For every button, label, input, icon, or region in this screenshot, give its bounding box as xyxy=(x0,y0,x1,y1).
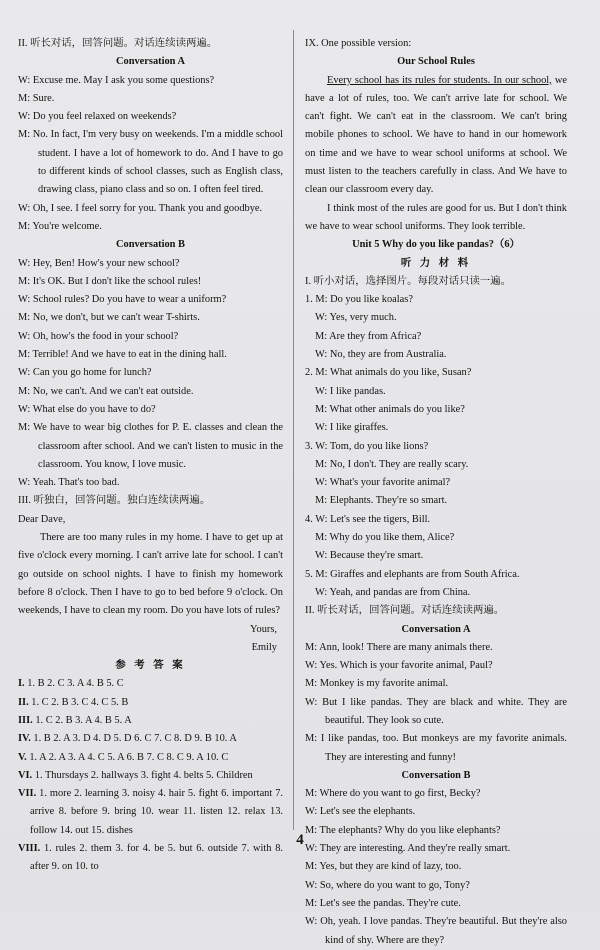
dialogue-text: M: Do you like koalas? xyxy=(315,294,413,306)
answer-section-number: I. xyxy=(18,678,25,690)
short-dialog xyxy=(305,511,567,566)
dialogue-line: W: Let's see the elephants. xyxy=(305,806,416,818)
dialogue-line: W: They are interesting. And they're really smart. xyxy=(305,843,511,855)
answer-values: 1. Thursdays 2. hallways 3. fight 4. belts 5. Children xyxy=(32,769,253,781)
conversation-title: Conversation B xyxy=(401,769,471,781)
dialogue-line: W: What else do you have to do? xyxy=(18,403,156,415)
dialogue-line: W: Oh, I see. I feel sorry for you. Thank you and goodbye. xyxy=(18,202,263,214)
dialogue-line: M: No, I don't. They are really scary. xyxy=(315,458,469,470)
essay-text: we have a lot of rules, too. We can't arrive late for school. We can't fight. We can't eat in the classroom. We can't bring mobile phones to school. We have to hand in our homework on time and we have to wear school uniforms at school. We must listen to the teachers carefully in class. And We have to clean our classroom every day. xyxy=(305,74,568,196)
dialogue-line: W: I like giraffes. xyxy=(315,422,389,434)
dialogue-line: W: Do you feel relaxed on weekends? xyxy=(18,111,177,123)
dialogue-line: W: Yes, very much. xyxy=(315,312,397,324)
short-dialog xyxy=(305,438,567,511)
listening-title: 听 力 材 料 xyxy=(400,257,472,269)
dialogue-line: W: Yeah, and pandas are from China. xyxy=(315,586,471,598)
dialogue-line xyxy=(305,511,567,529)
dialogue-line: M: No, we don't, but we can't wear T-shirts. xyxy=(18,312,200,324)
answer-section-number: II. xyxy=(18,696,29,708)
answer-values: 1. B 2. A 3. D 4. D 5. D 6. C 7. C 8. D 9. B 10. A xyxy=(30,733,237,745)
dialogue-line: W: School rules? Do you have to wear a uniform? xyxy=(18,294,227,306)
answer-values: 1. B 2. C 3. A 4. B 5. C xyxy=(24,678,124,690)
answer-row xyxy=(18,675,283,693)
dialogue-line: W: Because they're smart. xyxy=(315,550,424,562)
dialogue-block xyxy=(305,785,567,950)
answers-title: 参 考 答 案 xyxy=(115,660,186,672)
conversation-title: Conversation A xyxy=(116,56,185,68)
dialogue-line: W: I like pandas. xyxy=(315,385,386,397)
dialogue-line xyxy=(305,438,567,456)
answer-values: 1. A 2. A 3. A 4. C 5. A 6. B 7. C 8. C 9. A 10. C xyxy=(26,751,229,763)
dialogue-line: W: Hey, Ben! How's your new school? xyxy=(18,257,180,269)
dialogue-line: W: Oh, yeah. I love pandas. They're beautiful. But they're also kind of shy. Where are they? xyxy=(305,916,567,946)
dialogue-line: W: What's your favorite animal? xyxy=(315,477,451,489)
conversation-title: Conversation B xyxy=(116,239,185,251)
dialogue-line: M: We have to wear big clothes for P. E. classes and clean the classroom after school. And we can't listen to music in the classroom. You know, I love music. xyxy=(18,422,283,470)
column-divider xyxy=(293,30,294,830)
answer-values: 1. rules 2. them 3. for 4. be 5. but 6. outside 7. with 8. after 9. on 10. to xyxy=(30,843,283,873)
dialogue-line: M: You're welcome. xyxy=(18,220,102,232)
right-column xyxy=(305,35,567,950)
dialogue-line: W: Excuse me. May I ask you some questions? xyxy=(18,74,215,86)
dialogue-line: M: Ann, look! There are many animals there. xyxy=(305,641,493,653)
dialogue-line: W: So, where do you want to go, Tony? xyxy=(305,879,470,891)
conversation-title: Conversation A xyxy=(401,623,471,635)
short-dialog xyxy=(305,364,567,437)
dialogue-line: M: Let's see the pandas. They're cute. xyxy=(305,897,461,909)
dialogue-block xyxy=(305,639,567,767)
answer-section-number: V. xyxy=(18,751,27,763)
answer-row xyxy=(18,712,283,730)
letter-signature: Emily xyxy=(251,641,277,653)
dialogue-text: W: Tom, do you like lions? xyxy=(315,440,429,452)
answer-section-number: VIII. xyxy=(18,843,41,855)
dialogue-text: M: What animals do you like, Susan? xyxy=(315,367,472,379)
dialogue-line: M: Terrible! And we have to eat in the dining hall. xyxy=(18,349,227,361)
underlined-sentence: Every school has its rules for students. In our school, xyxy=(327,74,552,86)
answer-section-number: VI. xyxy=(18,769,33,781)
answer-values: 1. C 2. B 3. A 4. B 5. A xyxy=(32,714,132,726)
dialogue-line: W: Oh, how's the food in your school? xyxy=(18,330,179,342)
dialogue-line: M: Yes, but they are kind of lazy, too. xyxy=(305,861,462,873)
answer-row xyxy=(18,730,283,748)
section-heading: II. 听长对话，回答问题。对话连续读两遍。 xyxy=(305,605,505,617)
dialogue-line: M: What other animals do you like? xyxy=(315,403,465,415)
dialog-number: 3. xyxy=(305,440,313,452)
dialogue-block xyxy=(18,72,283,237)
dialogue-line: M: Where do you want to go first, Becky? xyxy=(305,788,481,800)
dialogue-line xyxy=(305,364,567,382)
dialogue-block xyxy=(18,255,283,493)
answer-section-number: IV. xyxy=(18,733,31,745)
section-heading: IX. One possible version: xyxy=(305,38,412,49)
answer-row xyxy=(18,694,283,712)
dialogue-line: M: It's OK. But I don't like the school rules! xyxy=(18,275,202,287)
essay-paragraph xyxy=(305,72,567,200)
dialogue-line: M: Why do you like them, Alice? xyxy=(315,532,455,544)
dialogue-text: W: Let's see the tigers, Bill. xyxy=(315,513,431,525)
dialog-number: 5. xyxy=(305,568,313,580)
dialogue-line: W: But I like pandas. They are black and white. They are beautiful. They look so cute. xyxy=(305,696,567,726)
dialogue-line: M: Are they from Africa? xyxy=(315,330,422,342)
dialogue-line xyxy=(305,291,567,309)
short-dialog xyxy=(305,291,567,364)
dialog-number: 2. xyxy=(305,367,313,379)
dialogue-text: M: Giraffes and elephants are from South Africa. xyxy=(315,568,520,580)
answer-values: 1. more 2. learning 3. noisy 4. hair 5. fight 6. important 7. arrive 8. before 9. bring 10. wear 11. listen 12. relax 13. follow 14. out 15. dishes xyxy=(30,788,283,836)
letter-body: There are too many rules in my home. I have to get up at five o'clock every morning. I can't arrive late for school. I can't go outside on school nights. I have to finish my homework before 8 o'clock. Then I have to go to bed before 9 o'clock. On weekends, I have to clean my room. Do you have lots of rules? xyxy=(18,532,283,617)
answer-section-number: III. xyxy=(18,714,33,726)
dialogue-line: M: I like pandas, too. But monkeys are my favorite animals. They are interesting and funny! xyxy=(305,733,567,763)
answer-row xyxy=(18,749,283,767)
dialog-number: 4. xyxy=(305,513,313,525)
dialogue-line xyxy=(305,566,567,584)
section-heading: I. 听小对话，选择图片。每段对话只读一遍。 xyxy=(305,275,512,287)
answer-section-number: VII. xyxy=(18,788,37,800)
left-column xyxy=(18,35,283,877)
dialogue-line: M: Sure. xyxy=(18,92,55,104)
dialogue-line: W: No, they are from Australia. xyxy=(315,349,447,361)
dialogue-line: M: Elephants. They're so smart. xyxy=(315,495,448,507)
section-heading: III. 听独白，回答问题。独白连续读两遍。 xyxy=(18,495,211,507)
answer-values: 1. C 2. B 3. C 4. C 5. B xyxy=(28,696,129,708)
dialogue-line: W: Can you go home for lunch? xyxy=(18,367,152,379)
dialogue-line: W: Yeah. That's too bad. xyxy=(18,477,120,489)
unit-title: Unit 5 Why do you like pandas?（6） xyxy=(352,239,520,251)
short-dialog xyxy=(305,566,567,603)
dialogue-line: M: Monkey is my favorite animal. xyxy=(305,678,449,690)
essay-title: Our School Rules xyxy=(397,56,475,68)
answer-row xyxy=(18,767,283,785)
section-heading: II. 听长对话，回答问题。对话连续读两遍。 xyxy=(18,38,218,49)
page-number: 4 xyxy=(296,832,304,848)
dialog-number: 1. xyxy=(305,294,313,306)
dialogue-line: M: The elephants? Why do you like elephants? xyxy=(305,824,501,836)
letter-salutation: Dear Dave, xyxy=(18,513,66,525)
essay-paragraph: I think most of the rules are good for us. But I don't think we have to wear school uniforms. They look terrible. xyxy=(305,202,567,232)
dialogue-line: M: No. In fact, I'm very busy on weekends. I'm a middle school student. I have a lot of homework to do. And I have to go to different kinds of school classes, such as English class, drawing class, piano class and so on. I often feel tired. xyxy=(18,129,283,196)
dialogue-line: W: Yes. Which is your favorite animal, Paul? xyxy=(305,660,493,672)
dialogue-line: M: No, we can't. And we can't eat outside. xyxy=(18,385,194,397)
letter-closing: Yours, xyxy=(250,623,277,635)
